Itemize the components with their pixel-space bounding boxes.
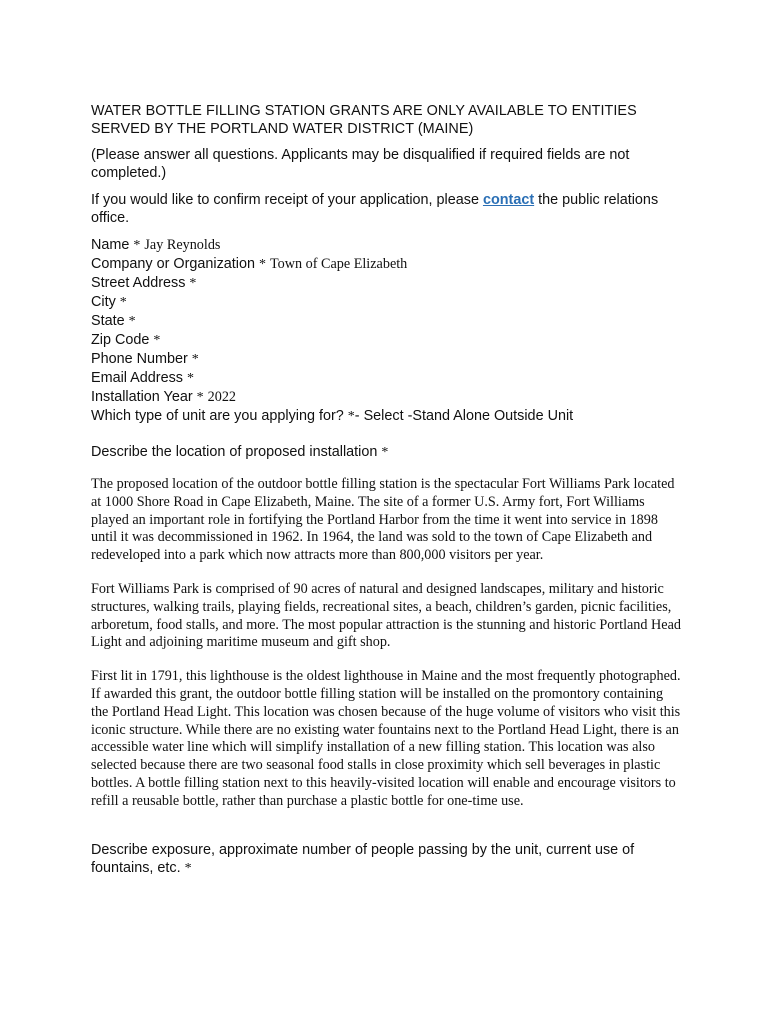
location-question bbox=[91, 443, 681, 462]
phone-number-field bbox=[91, 350, 681, 369]
city-label: City bbox=[91, 294, 116, 310]
installation-year-value[interactable]: 2022 bbox=[207, 389, 236, 405]
street-address-field bbox=[91, 274, 681, 293]
application-form bbox=[91, 102, 681, 878]
phone-number-label: Phone Number bbox=[91, 351, 188, 367]
city-field bbox=[91, 293, 681, 312]
email-address-field bbox=[91, 369, 681, 388]
required-marker: * bbox=[128, 314, 136, 329]
street-address-label: Street Address bbox=[91, 275, 186, 291]
location-answer-paragraph[interactable]: Fort Williams Park is comprised of 90 acres of natural and designed landscapes, military and historic structures, walking trails, playing fields, recreational sites, a beach, children’s garden, picnic facilities, arboretum, food stalls, and more. The most popular attraction is the stunning and historic Portland Head Light and adjoining maritime museum and gift shop. bbox=[91, 580, 681, 651]
instructions-note: (Please answer all questions. Applicants may be disqualified if required fields are not completed.) bbox=[91, 147, 630, 181]
page-title bbox=[91, 102, 681, 138]
company-label: Company or Organization bbox=[91, 256, 255, 272]
zip-code-field bbox=[91, 331, 681, 350]
title-line-1: WATER BOTTLE FILLING STATION GRANTS ARE ONLY AVAILABLE TO ENTITIES bbox=[91, 103, 637, 119]
company-field bbox=[91, 255, 681, 274]
zip-code-label: Zip Code bbox=[91, 332, 150, 348]
contact-link[interactable]: contact bbox=[482, 192, 535, 208]
name-value[interactable]: Jay Reynolds bbox=[144, 237, 221, 253]
title-line-2: SERVED BY THE PORTLAND WATER DISTRICT (MAINE) bbox=[91, 121, 474, 137]
required-marker: * bbox=[196, 390, 204, 405]
exposure-question bbox=[91, 841, 681, 878]
required-marker: * bbox=[153, 333, 161, 348]
exposure-question-label: Describe exposure, approximate number of people passing by the unit, current use of fountains, etc. bbox=[91, 841, 635, 876]
email-address-label: Email Address bbox=[91, 370, 183, 386]
required-marker: * bbox=[133, 238, 141, 253]
confirm-text-before: If you would like to confirm receipt of your application, please bbox=[91, 192, 483, 208]
confirm-receipt-text bbox=[91, 191, 681, 227]
required-marker: * bbox=[258, 257, 266, 272]
state-field bbox=[91, 312, 681, 331]
company-value[interactable]: Town of Cape Elizabeth bbox=[269, 256, 408, 272]
location-answer-paragraph[interactable]: First lit in 1791, this lighthouse is the oldest lighthouse in Maine and the most frequently photographed. If awarded this grant, the outdoor bottle filling station will be installed on the promontory containing the Portland Head Light. This location was chosen because of the huge volume of visitors who visit this iconic structure. While there are no existing water fountains next to the Portland Head Light, there is an accessible water line which will simplify installation of a new filling station. This location was also selected because there are two seasonal food stalls in close proximity which sell beverages in plastic bottles. A bottle filling station next to this heavily-visited location will enable and encourage visitors to refill a reusable bottle, rather than purchase a plastic bottle for one-time use. bbox=[91, 668, 681, 809]
location-question-label: Describe the location of proposed installation bbox=[91, 444, 378, 460]
unit-type-field bbox=[91, 407, 681, 426]
required-marker: * bbox=[347, 409, 355, 424]
state-label: State bbox=[91, 313, 125, 329]
required-marker: * bbox=[189, 276, 197, 291]
installation-year-field bbox=[91, 388, 681, 407]
required-marker: * bbox=[184, 860, 192, 876]
name-label: Name bbox=[91, 237, 130, 253]
required-marker: * bbox=[191, 352, 199, 367]
unit-type-select[interactable]: - Select -Stand Alone Outside Unit bbox=[354, 408, 574, 424]
applicant-fields bbox=[91, 236, 681, 426]
location-answer-paragraph[interactable]: The proposed location of the outdoor bottle filling station is the spectacular Fort Williams Park located at 1000 Shore Road in Cape Elizabeth, Maine. The site of a former U.S. Army fort, Fort Williams played an important role in fortifying the Portland Harbor from the time it went into service in 1898 until it was decommissioned in 1962. In 1964, the land was sold to the town of Cape Elizabeth and redeveloped into a park which now attracts more than 800,000 visitors per year. bbox=[91, 476, 675, 564]
required-marker: * bbox=[119, 295, 127, 310]
installation-year-label: Installation Year bbox=[91, 389, 193, 405]
required-marker: * bbox=[186, 371, 194, 386]
confirm-text-after: the public relations office. bbox=[91, 192, 659, 226]
unit-type-label: Which type of unit are you applying for? bbox=[91, 408, 344, 424]
required-marker: * bbox=[381, 445, 389, 460]
name-field bbox=[91, 236, 681, 255]
